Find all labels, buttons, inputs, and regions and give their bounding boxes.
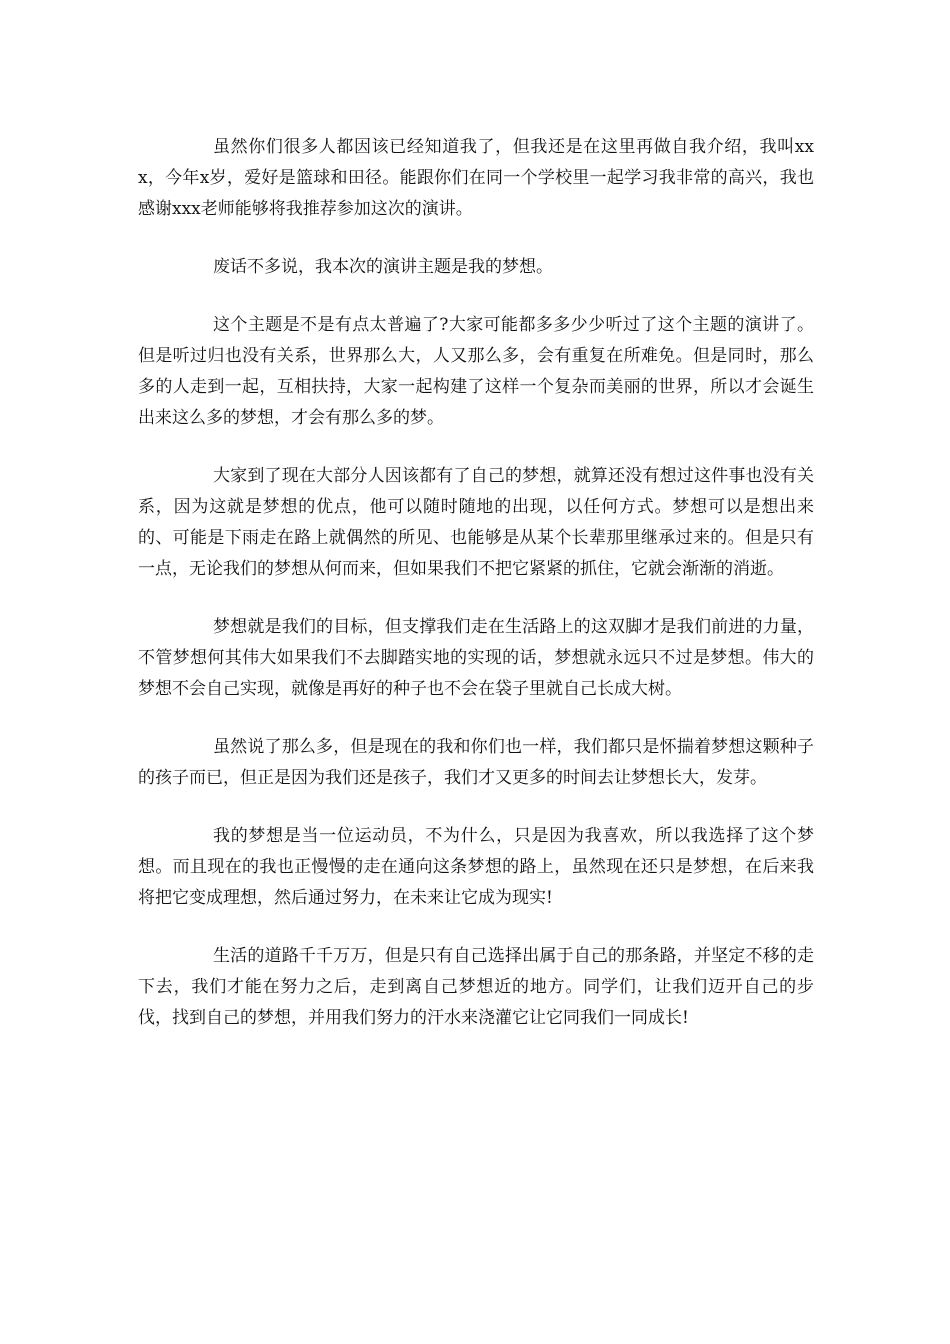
document-body bbox=[138, 132, 814, 1061]
paragraph-dream-goal: 梦想就是我们的目标，但支撑我们走在生活路上的这双脚才是我们前进的力量，不管梦想何其伟大如果我们不去脚踏实地的实现的话，梦想就永远只不过是梦想。伟大的梦想不会自己实现，就像是再好的种子也不会在袋子里就自己长成大树。 bbox=[138, 617, 814, 699]
paragraph-conclusion: 生活的道路千千万万，但是只有自己选择出属于自己的那条路，并坚定不移的走下去，我们才能在努力之后，走到离自己梦想近的地方。同学们，让我们迈开自己的步伐，找到自己的梦想，并用我们努力的汗水来浇灌它让它同我们一同成长! bbox=[138, 946, 814, 1028]
paragraph-my-dream: 我的梦想是当一位运动员，不为什么，只是因为我喜欢，所以我选择了这个梦想。而且现在的我也正慢慢的走在通向这条梦想的路上，虽然现在还只是梦想，在后来我将把它变成理想，然后通过努力，在未来让它成为现实! bbox=[138, 826, 814, 908]
paragraph-children: 虽然说了那么多，但是现在的我和你们也一样，我们都只是怀揣着梦想这颗种子的孩子而已，但正是因为我们还是孩子，我们才又更多的时间去让梦想长大，发芽。 bbox=[138, 737, 814, 788]
paragraph-common-theme: 这个主题是不是有点太普遍了?大家可能都多多少少听过了这个主题的演讲了。但是听过归也没有关系，世界那么大，人又那么多，会有重复在所难免。但是同时，那么多的人走到一起，互相扶持，大家一起构建了这样一个复杂而美丽的世界，所以才会诞生出来这么多的梦想，才会有那么多的梦。 bbox=[138, 315, 814, 428]
paragraph-topic: 废话不多说，我本次的演讲主题是我的梦想。 bbox=[213, 257, 553, 277]
paragraph-dream-origin: 大家到了现在大部分人因该都有了自己的梦想，就算还没有想过这件事也没有关系，因为这就是梦想的优点，他可以随时随地的出现，以任何方式。梦想可以是想出来的、可能是下雨走在路上就偶然的所见、也能够是从某个长辈那里继承过来的。但是只有一点，无论我们的梦想从何而来，但如果我们不把它紧紧的抓住，它就会渐渐的消逝。 bbox=[138, 466, 814, 579]
paragraph-intro: 虽然你们很多人都因该已经知道我了，但我还是在这里再做自我介绍，我叫xxx，今年x岁，爱好是篮球和田径。能跟你们在同一个学校里一起学习我非常的高兴，我也感谢xxx老师能够将我推荐参加这次的演讲。 bbox=[138, 137, 814, 219]
